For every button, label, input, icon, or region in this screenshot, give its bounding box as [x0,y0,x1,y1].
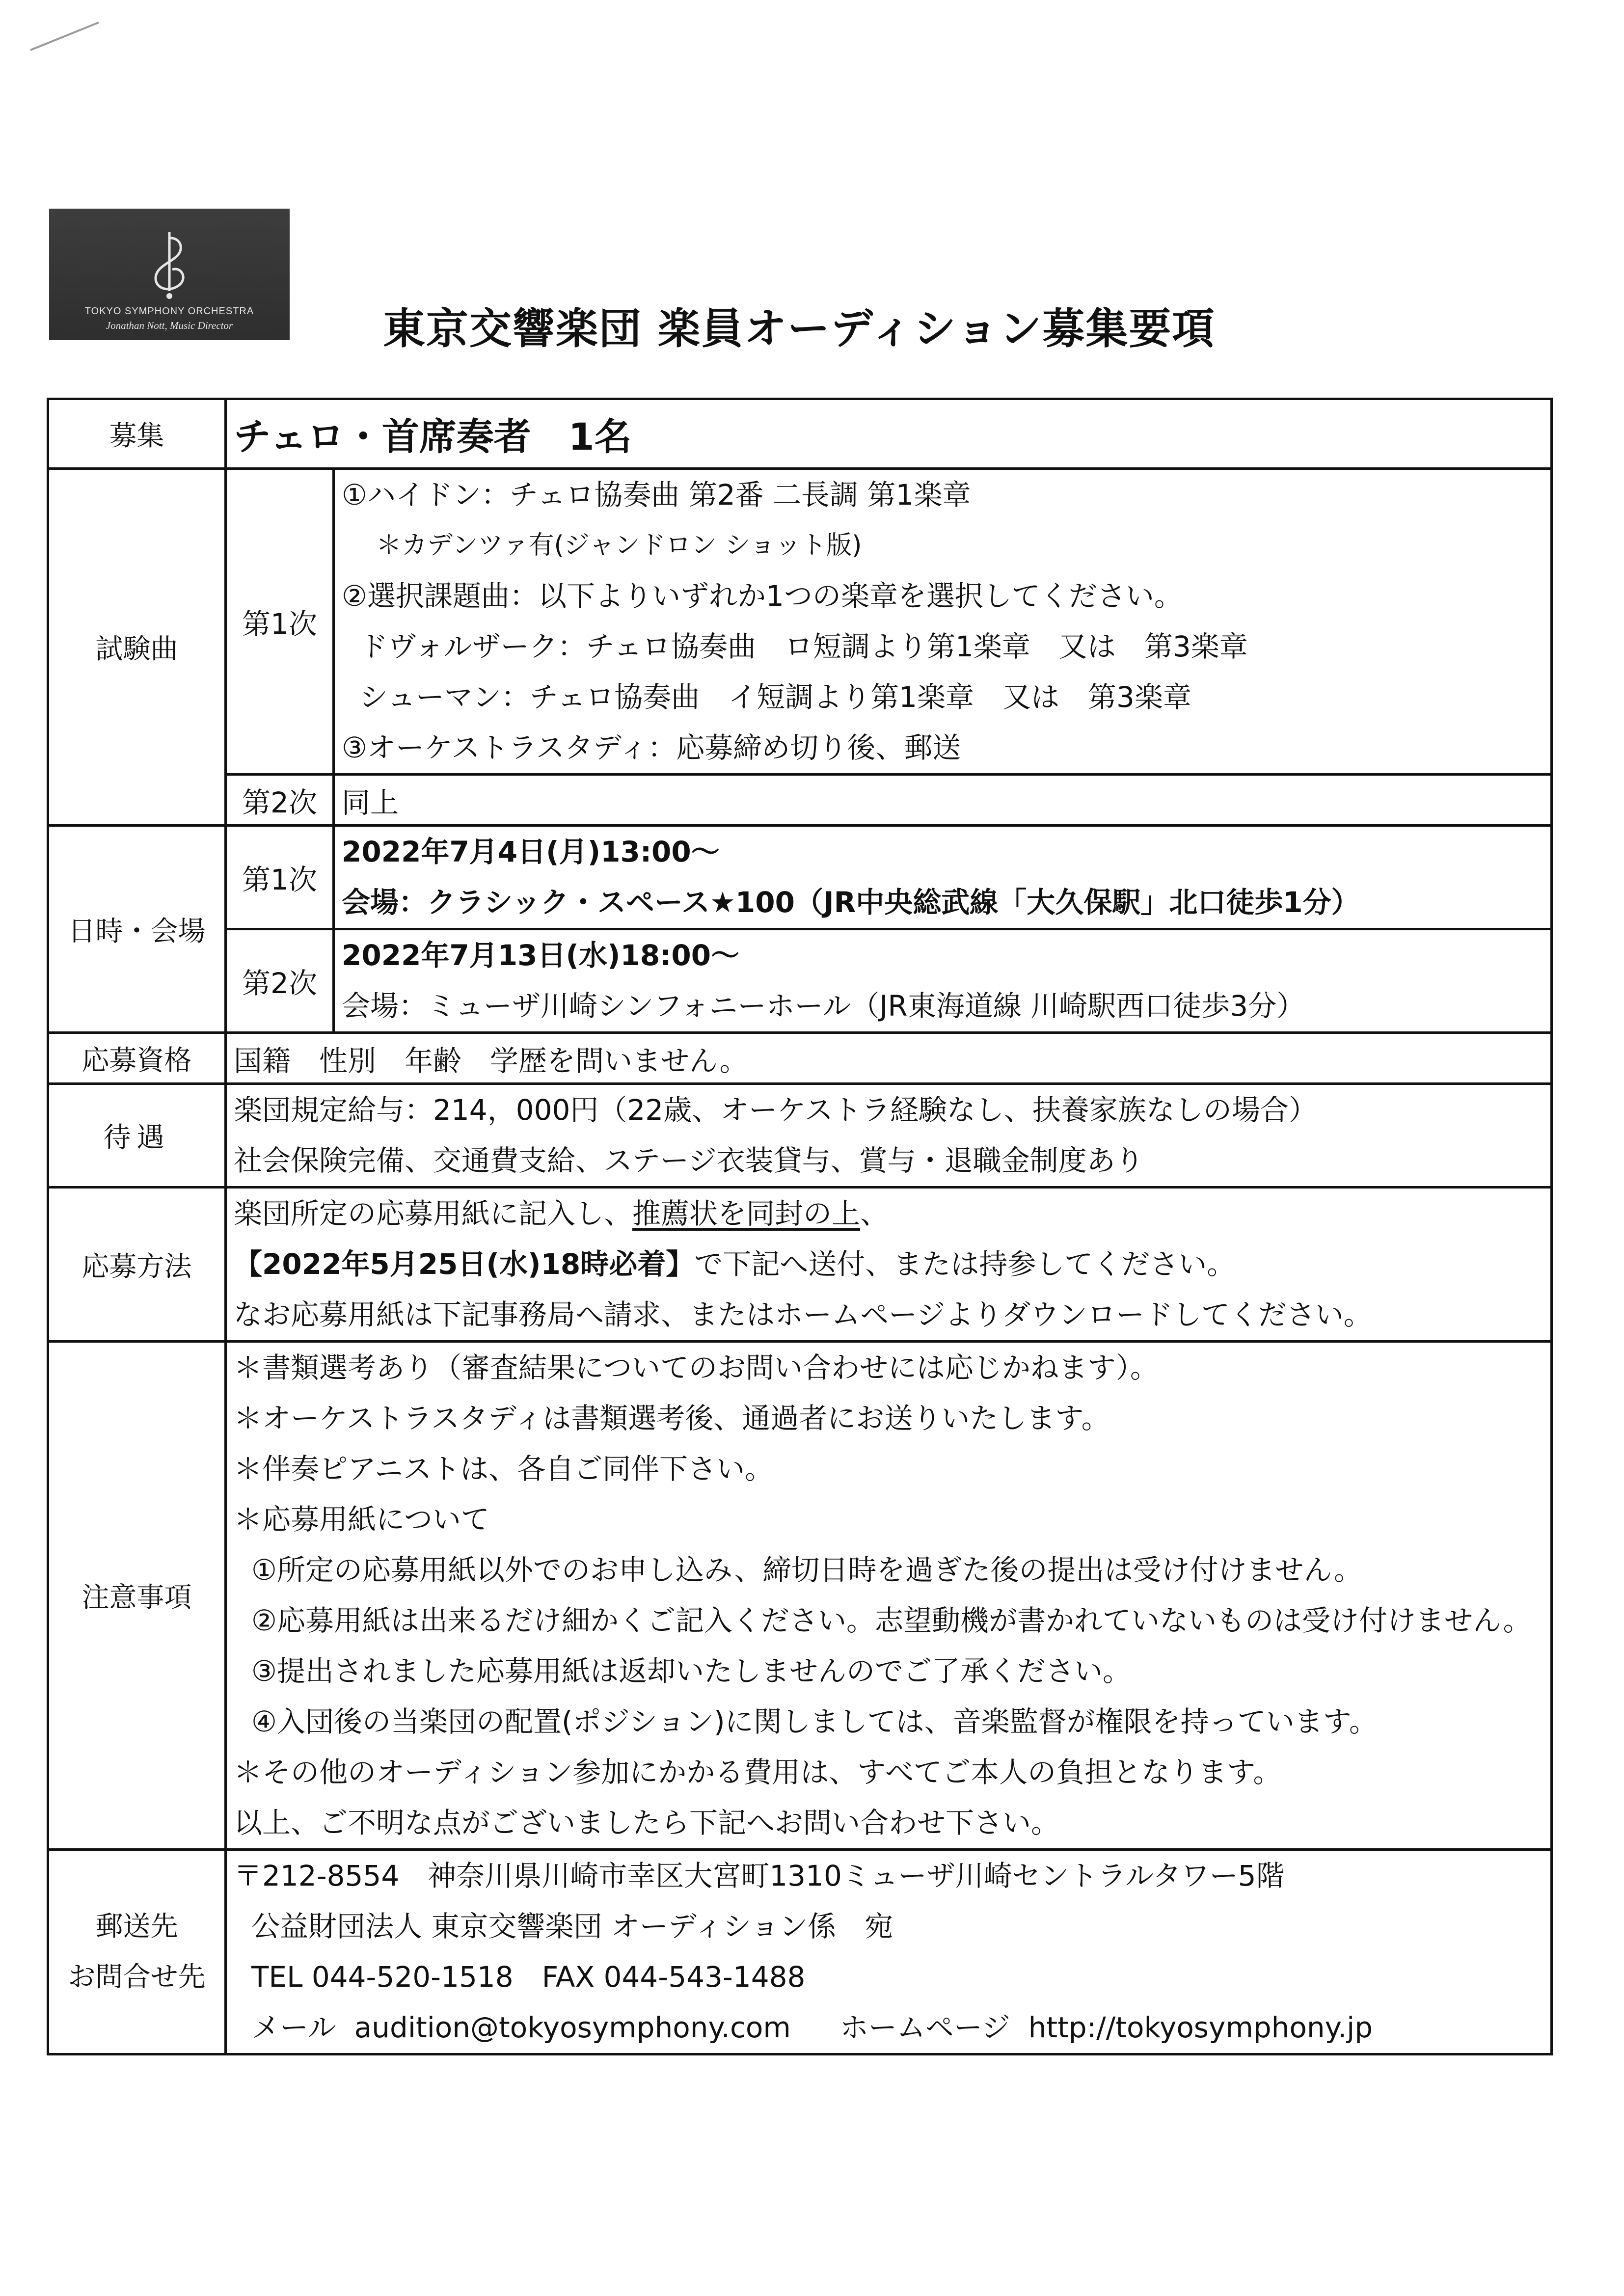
contact-phone-fax: TEL 044-520-1518 FAX 044-543-1488 [251,1960,806,1994]
notes-content [226,1342,1552,1850]
application-line-3: なお応募用紙は下記事務局へ請求、またはホームページよりダウンロードしてください。 [234,1298,1372,1331]
schedule-round1-content [334,826,1552,929]
schedule-venue: 会場：ミューザ川崎シンフォニーホール（JR東海道線 川崎駅西口徒歩3分） [342,989,1305,1023]
test-line: ＊カデンツァ有(ジャンドロン ショット版) [376,531,862,560]
note-line: ④入団後の当楽団の配置(ポジション)に関しましては、音楽監督が権限を持っています。 [251,1705,1378,1738]
schedule-round1-label: 第1次 [226,826,334,929]
recruit-value: チェロ・首席奏者 1名 [226,399,1552,469]
row-application [48,1188,1552,1342]
note-line: ＊書類選考あり（審査結果についてのお問い合わせには応じかねます）。 [234,1351,1159,1384]
contact-web-line [234,2002,1543,2053]
application-label: 応募方法 [48,1188,226,1342]
application-text: 、 [860,1197,889,1230]
email-address: audition@tokyosymphony.com [354,2011,791,2044]
homepage-url: http://tokyosymphony.jp [1028,2011,1373,2044]
application-line-2 [234,1239,1543,1290]
note-line: 以上、ご不明な点がございましたら下記へお問い合わせ下さい。 [234,1806,1060,1839]
logo-org-name: TOKYO SYMPHONY ORCHESTRA [84,306,254,317]
test-round2-label: 第2次 [226,775,334,826]
notes-label: 注意事項 [48,1342,226,1850]
row-test-round2 [48,775,1552,826]
logo-director: Jonathan Nott, Music Director [106,320,233,331]
note-line: ②応募用紙は出来るだけ細かくご記入ください。志望動機が書かれていないものは受け付けません。 [251,1604,1532,1637]
contact-label [48,1850,226,2054]
treatment-label: 待遇 [48,1084,226,1188]
note-line: ＊伴奏ピアニストは、各自ご同伴下さい。 [234,1452,774,1486]
email-label: メール [251,2011,336,2044]
application-text: で下記へ送付、または持参してください。 [694,1247,1236,1281]
orchestra-logo [49,209,290,340]
note-line: ＊オーケストラスタディは書類選考後、通過者にお送りいたします。 [234,1402,1110,1435]
eligibility-value: 国籍 性別 年齢 学歴を問いません。 [226,1033,1552,1084]
application-line-1 [234,1189,1543,1239]
test-line: ①ハイドン：チェロ協奏曲 第2番 二長調 第1楽章 [342,478,971,512]
test-round1-content [334,469,1552,775]
contact-content [226,1850,1552,2054]
schedule-datetime: 2022年7月13日(水)18:00～ [342,939,740,972]
row-eligibility [48,1033,1552,1084]
row-schedule-round2 [48,929,1552,1033]
note-line: ①所定の応募用紙以外でのお申し込み、締切日時を過ぎた後の提出は受け付けません。 [251,1553,1362,1587]
deadline: 【2022年5月25日(水)18時必着】 [234,1247,695,1281]
application-text: 楽団所定の応募用紙に記入し、 [234,1197,633,1230]
contact-organization: 公益財団法人 東京交響楽団 オーディション係 宛 [251,1910,893,1943]
note-line: ＊応募用紙について [234,1503,489,1536]
test-round2-value: 同上 [334,775,1552,826]
schedule-round2-label: 第2次 [226,929,334,1033]
recommendation-letter-note: 推薦状を同封の上 [632,1197,861,1230]
test-line: ②選択課題曲：以下よりいずれか1つの楽章を選択してください。 [342,579,1183,613]
note-line: ＊その他のオーディション参加にかかる費用は、すべてご本人の負担となります。 [234,1756,1282,1789]
schedule-round2-content [334,929,1552,1033]
test-line: シューマン：チェロ協奏曲 イ短調より第1楽章 又は 第3楽章 [359,680,1191,714]
row-recruit [48,399,1552,469]
application-content [226,1188,1552,1342]
treatment-line: 楽団規定給与：214，000円（22歳、オーケストラ経験なし、扶養家族なしの場合） [234,1093,1317,1127]
row-schedule-round1 [48,826,1552,929]
scan-mark [30,22,99,51]
schedule-datetime: 2022年7月4日(月)13:00～ [342,835,720,868]
row-test-round1 [48,469,1552,775]
recruit-label: 募集 [48,399,226,469]
treble-clef-logo-icon [145,228,194,302]
schedule-label: 日時・会場 [48,826,226,1033]
note-line: ③提出されました応募用紙は返却いたしませんのでご了承ください。 [251,1654,1131,1688]
page-title: 東京交響楽団 楽員オーディション募集要項 [383,304,1216,353]
schedule-venue: 会場：クラシック・スペース★100（JR中央総武線「大久保駅」北口徒歩1分） [342,886,1360,919]
test-pieces-label: 試験曲 [48,469,226,826]
treatment-line: 社会保険完備、交通費支給、ステージ衣装貸与、賞与・退職金制度あり [234,1144,1144,1177]
contact-label-line: お問合せ先 [68,1961,206,1993]
eligibility-label: 応募資格 [48,1033,226,1084]
test-line: ドヴォルザーク：チェロ協奏曲 ロ短調より第1楽章 又は 第3楽章 [359,630,1248,663]
homepage-label: ホームページ [839,2011,1010,2044]
row-treatment [48,1084,1552,1188]
row-notes [48,1342,1552,1850]
contact-address: 〒212-8554 神奈川県川崎市幸区大宮町1310ミューザ川崎セントラルタワー5階 [234,1859,1285,1892]
contact-label-line: 郵送先 [95,1911,178,1943]
treatment-content [226,1084,1552,1188]
test-round1-label: 第1次 [226,469,334,775]
row-contact [48,1850,1552,2054]
test-line: ③オーケストラスタディ：応募締め切り後、郵送 [342,731,961,764]
audition-table [47,398,1553,2055]
